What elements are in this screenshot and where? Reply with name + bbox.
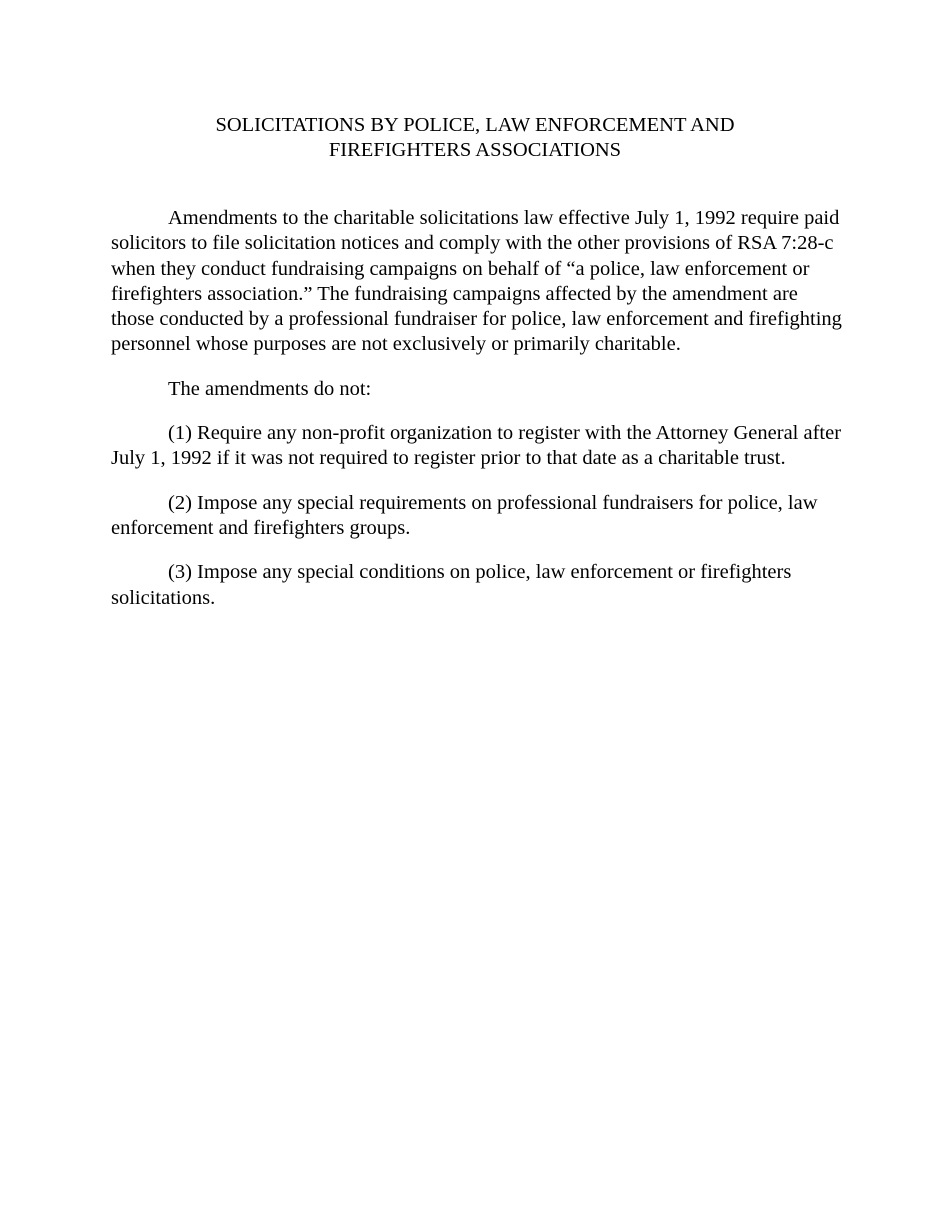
document-title [100,113,850,163]
title-line-1: SOLICITATIONS BY POLICE, LAW ENFORCEMENT AND [215,114,735,136]
paragraph-item-2: (2) Impose any special requirements on professional fundraisers for police, law enforcement and firefighters groups. [111,491,818,539]
paragraph-item-3: (3) Impose any special conditions on police, law enforcement or firefighters solicitations. [111,561,792,609]
paragraph-amendments-do-not: The amendments do not: [168,377,372,400]
paragraph-item-1: (1) Require any non-profit organization to register with the Attorney General after July 1, 1992 if it was not required to register prior to that date as a charitable trust. [111,422,842,470]
document-body [111,206,846,630]
paragraph-amendments-intro: Amendments to the charitable solicitations law effective July 1, 1992 require paid solicitors to file solicitation notices and comply with the other provisions of RSA 7:28-c when they conduct fundraising campaigns on behalf of “a police, law enforcement or firefighters association.” The fundraising campaigns affected by the amendment are those conducted by a professional fundraiser for police, law enforcement and firefighting personnel whose purposes are not exclusively or primarily charitable. [111,207,842,356]
title-line-2: FIREFIGHTERS ASSOCIATIONS [328,139,622,161]
